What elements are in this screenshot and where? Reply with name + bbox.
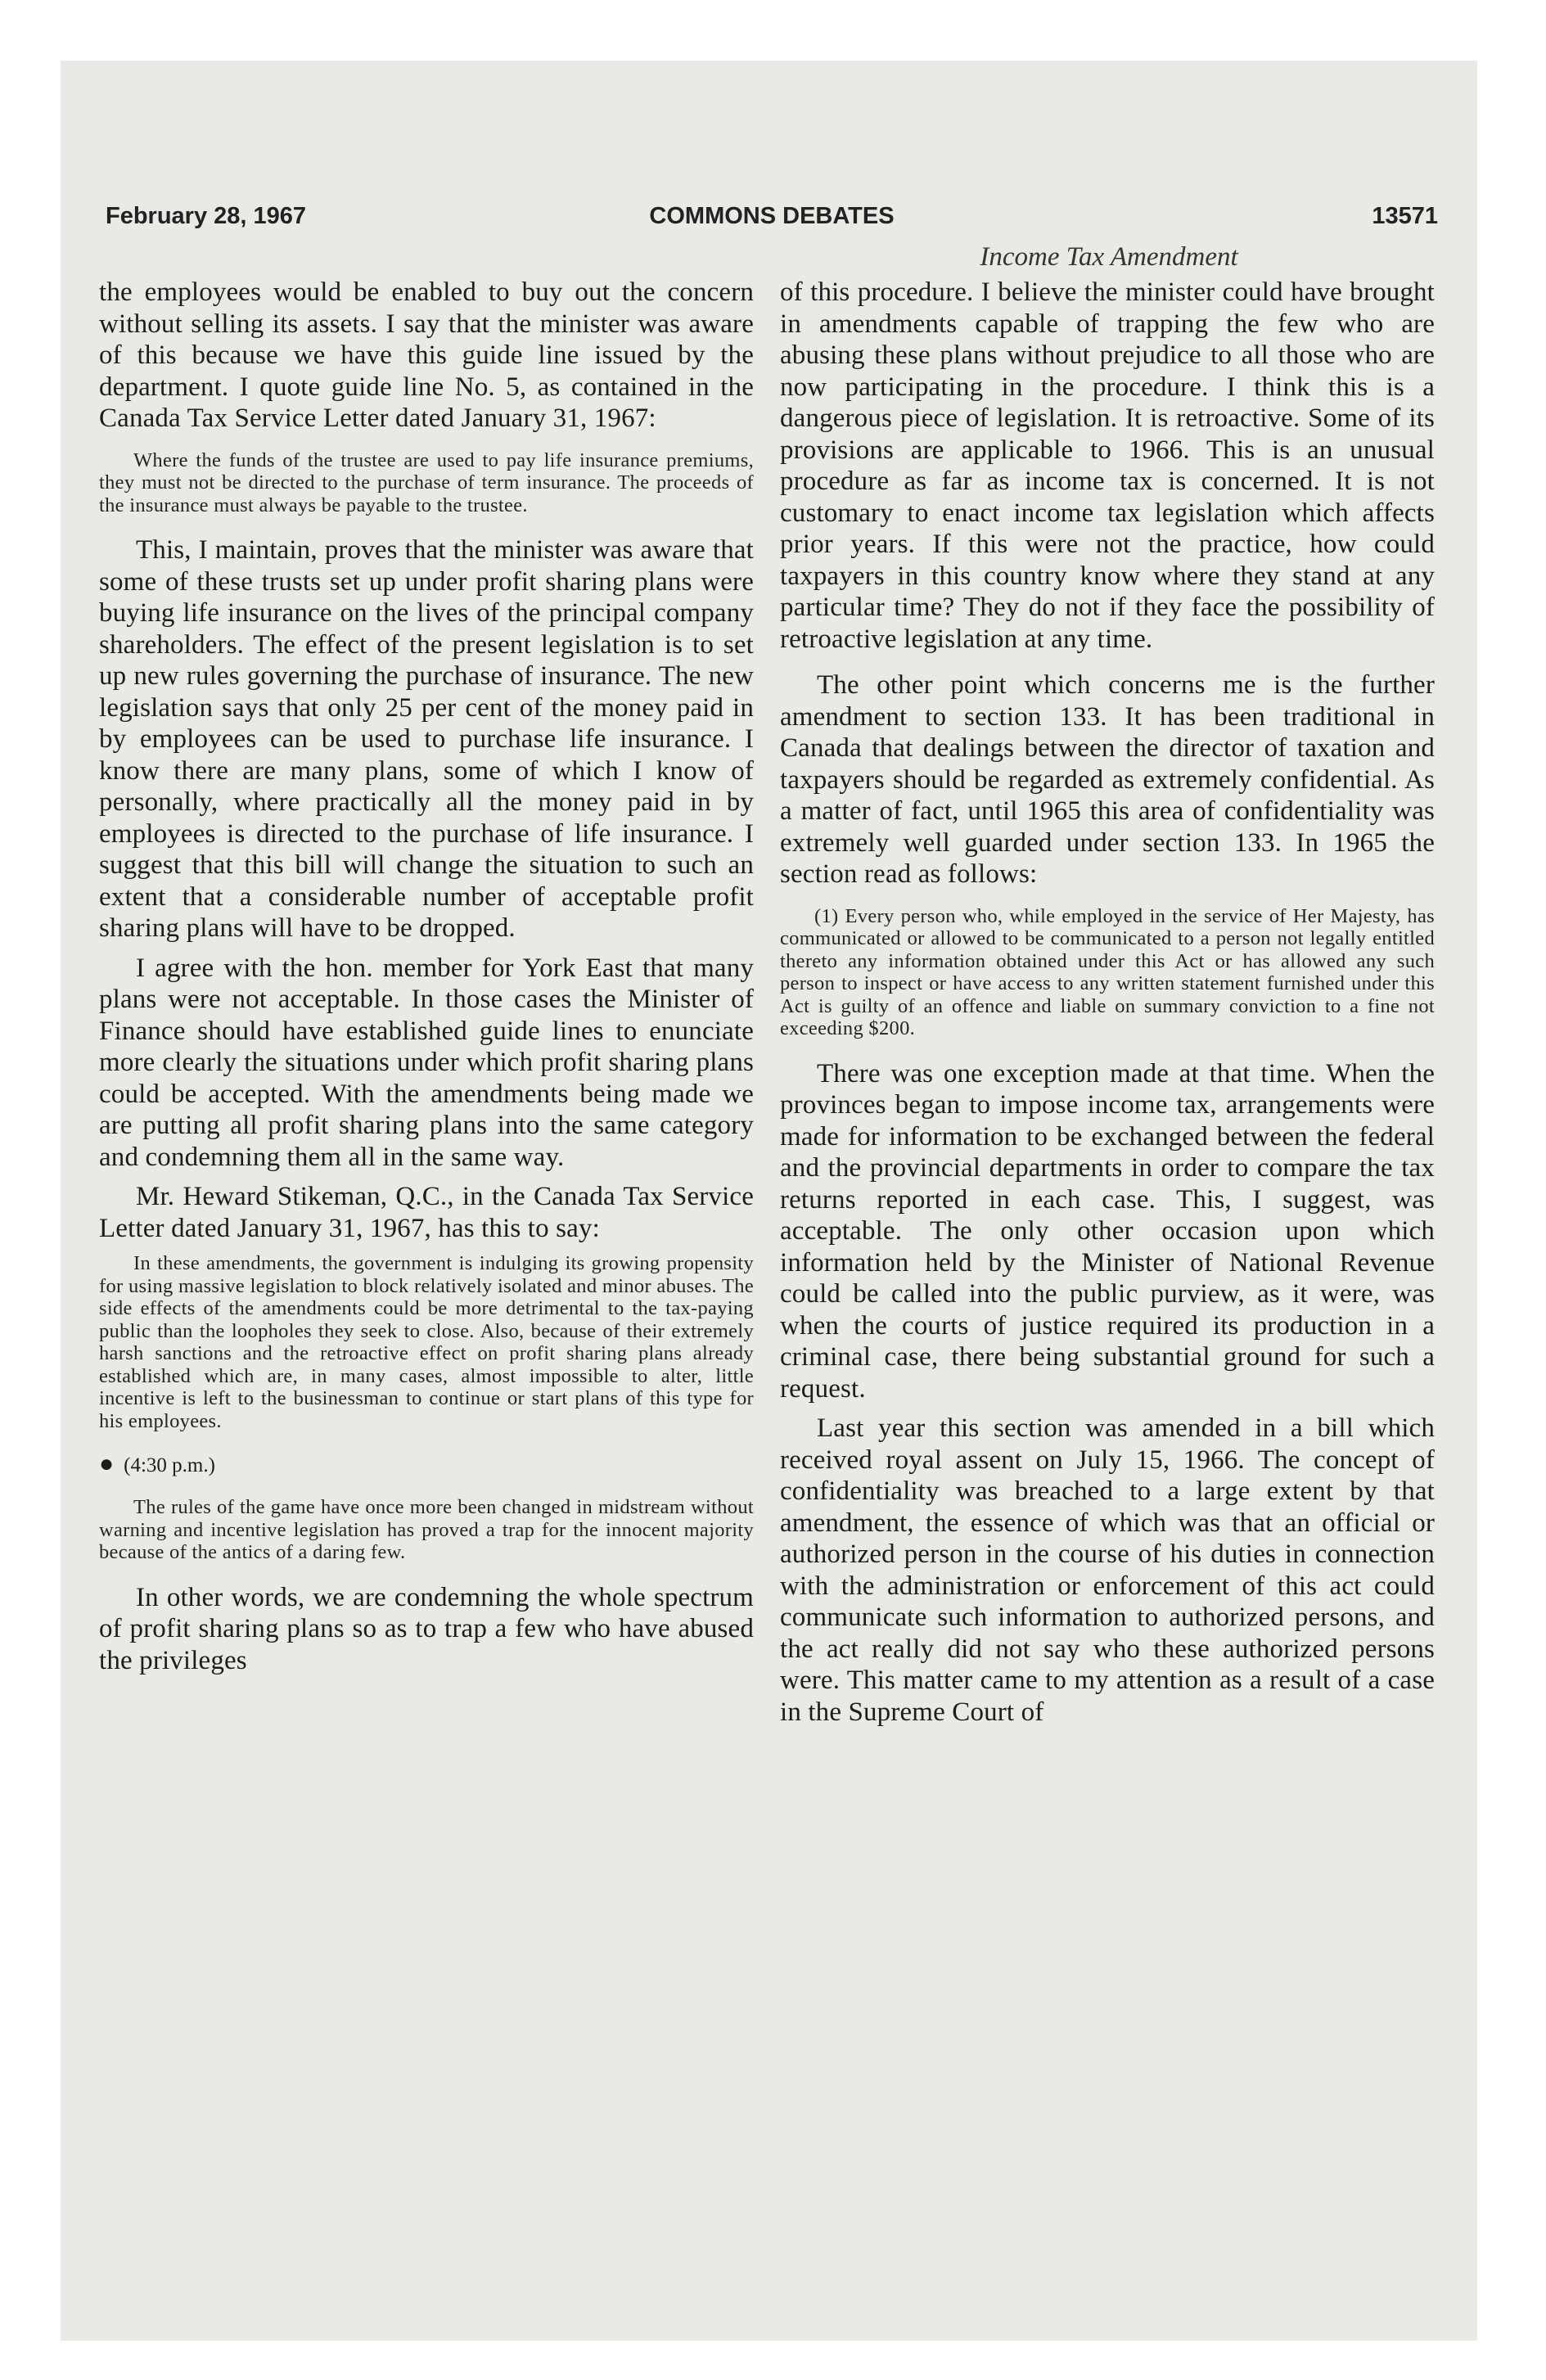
paragraph: This, I maintain, proves that the minister was aware that some of these trusts set up under profit sharing plans were buying life insurance on the lives of the principal company shareholders. The effect of the present legislation is to set up new rules governing the purchase of insurance. The new legislation says that only 25 per cent of the money paid in by employees can be used to purchase life insurance. I know there are many plans, some of which I know of personally, where practically all the money paid in by employees is directed to the purchase of life insurance. I suggest that this bill will change the situation to such an extent that a considerable number of acceptable profit sharing plans will have to be dropped. <box>99 535 754 943</box>
paragraph: In other words, we are condemning the whole spectrum of profit sharing plans so as to trap a few who have abused the privileges <box>99 1582 754 1675</box>
header-subject: Income Tax Amendment <box>980 242 1238 272</box>
header-page-number: 13571 <box>1372 203 1438 229</box>
time-stamp-text: (4:30 p.m.) <box>124 1454 215 1476</box>
header-date: February 28, 1967 <box>106 203 307 229</box>
paragraph: The other point which concerns me is the further amendment to section 133. It has been traditional in Canada that dealings between the director of taxation and taxpayers should be regarded as extremely confidential. As a matter of fact, until 1965 this area of confidentiality was extremely well guarded under section 133. In 1965 the section read as follows: <box>780 670 1435 889</box>
block-quote: Where the funds of the trustee are used to pay life insurance premiums, they must not be directed to the purchase of term insurance. The proceeds of the insurance must always be payable to the trustee. <box>99 449 754 516</box>
paragraph: the employees would be enabled to buy out the concern without selling its assets. I say that the minister was aware of this because we have this guide line issued by the department. I quote guide line No. 5, as contained in the Canada Tax Service Letter dated January 31, 1967: <box>99 277 754 433</box>
block-quote: The rules of the game have once more been changed in midstream without warning and incentive legislation has proved a trap for the innocent majority because of the antics of a daring few. <box>99 1496 754 1563</box>
paragraph: Last year this section was amended in a bill which received royal assent on July 15, 1966. The concept of confidentiality was breached to a large extent by that amendment, the essence of which was that an official or authorized person in the course of his duties in connection with the administration or enforcement of this act could communicate such information to authorized persons, and the act really did not say who these authorized persons were. This matter came to my attention as a result of a case in the Supreme Court of <box>780 1413 1435 1727</box>
header-title: COMMONS DEBATES <box>649 203 895 229</box>
block-quote: (1) Every person who, while employed in the service of Her Majesty, has communicated or allowed to be communicated to a person not legally entitled thereto any information obtained under this Act or has allowed any such person to inspect or have access to any written statement furnished under this Act is guilty of an offence and liable on summary conviction to a fine not exceeding $200. <box>780 904 1435 1039</box>
block-quote: In these amendments, the government is indulging its growing propensity for using massive legislation to block relatively isolated and minor abuses. The side effects of the amendments could be more detrimental to the tax-paying public than the loopholes they seek to close. Also, because of their extremely harsh sanctions and the retroactive effect on profit sharing plans already established which are, in many cases, almost impossible to alter, little incentive is left to the businessman to continue or start plans of this type for his employees. <box>99 1252 754 1432</box>
bullet-icon: ● <box>99 1450 115 1477</box>
page-header <box>106 203 1438 244</box>
left-column <box>99 277 754 1676</box>
paragraph: of this procedure. I believe the minister could have brought in amendments capable of trapping the few who are abusing these plans without prejudice to all those who are now participating in the procedure. I think this is a dangerous piece of legislation. It is retroactive. Some of its provisions are applicable to 1966. This is an unusual procedure as far as income tax is concerned. It is not customary to enact income tax legislation which affects prior years. If this were not the practice, how could taxpayers in this country know where they stand at any particular time? They do not if they face the possibility of retroactive legislation at any time. <box>780 277 1435 654</box>
paragraph: There was one exception made at that time. When the provinces began to impose income tax, arrangements were made for information to be exchanged between the federal and the provincial departments in order to compare the tax returns reported in each case. This, I suggest, was acceptable. The only other occasion upon which information held by the Minister of National Revenue could be called into the public purview, as it were, was when the courts of justice required its production in a criminal case, there being substantial ground for such a request. <box>780 1058 1435 1404</box>
paragraph: Mr. Heward Stikeman, Q.C., in the Canada Tax Service Letter dated January 31, 1967, has this to say: <box>99 1182 754 1243</box>
right-column <box>780 277 1435 1728</box>
time-stamp <box>99 1450 754 1478</box>
paragraph: I agree with the hon. member for York East that many plans were not acceptable. In those cases the Minister of Finance should have established guide lines to enunciate more clearly the situations under which profit sharing plans could be accepted. With the amendments being made we are putting all profit sharing plans into the same category and condemning them all in the same way. <box>99 953 754 1172</box>
